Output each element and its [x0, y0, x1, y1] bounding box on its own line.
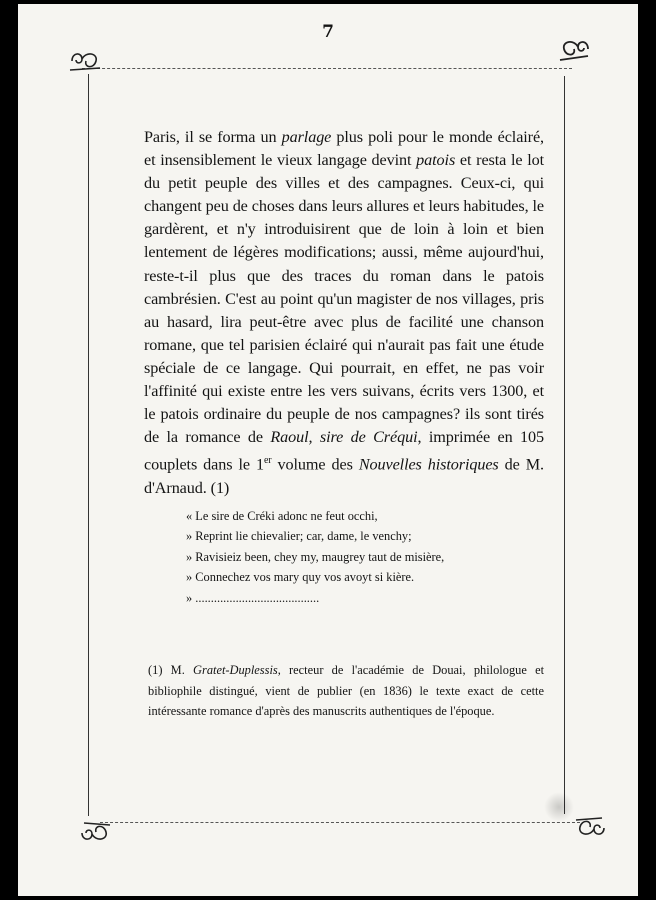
para-italic-book-title: Nouvelles historiques	[358, 455, 499, 474]
footnote-author: Gratet-Duplessis	[193, 663, 278, 677]
top-border-rule	[82, 68, 572, 69]
para-text: Paris, il se forma un	[144, 128, 282, 146]
para-text: plus poli pour le monde éclairé, et insensiblement le vieux langage devint	[144, 128, 545, 170]
para-text: de M. d'Arnaud. (1)	[144, 455, 544, 497]
left-border-rule	[88, 74, 89, 816]
footnote-text: (1) M.	[148, 663, 194, 677]
footnote-text: , recteur de l'académie de Douai, philologue et bibliophile distingué, vient de publier (en 1836) le texte exact de cette intéressante romance d'après des manuscrits authentiques de l'époque.	[148, 663, 545, 718]
verse-line: » Reprint lie chievalier; car, dame, le venchy;	[186, 529, 412, 544]
document-page	[18, 4, 638, 896]
para-superscript: er	[263, 455, 272, 467]
page-number: 7	[322, 22, 334, 42]
verse-line: » Ravisieiz been, chey my, maugrey taut de misière,	[186, 549, 445, 564]
fleuron-top-left-icon	[68, 48, 102, 74]
fleuron-bottom-left-icon	[78, 819, 112, 845]
main-paragraph	[144, 126, 544, 500]
verse-line: » ........................................	[186, 590, 320, 605]
para-text: volume des	[271, 455, 359, 474]
para-italic-parlage: parlage	[281, 128, 332, 146]
para-text: et resta le lot du petit peuple des villes et des campagnes. Ceux-ci, qui changent peu de choses dans leurs allures et leurs habitudes, le gardèrent, et n'y introduisirent que de loin à loin et bien lentement de légères modifications; aussi, même aujourd'hui, reste-t-il plus que des traces du roman dans le patois cambrésien. C'est au point qu'un magister de nos villages, pris au hasard, lira peut-être avec plus de facilité une chanson romane, que tel parisien éclairé qui n'aurait pas fait une étude spéciale de ce langage. Qui pourrait, en effet, ne pas voir l'affinité qui existe entre les vers suivans, écrits vers 1300, et le patois ordinaire du peuple de nos campagnes? ils sont tirés de la romance de	[144, 151, 544, 447]
para-text: , imprimée en 105 couplets dans le 1	[144, 428, 544, 474]
verse-line: « Le sire de Créki adonc ne feut occhi,	[186, 509, 378, 523]
paper-stain	[544, 792, 574, 822]
verse-quotation	[186, 506, 506, 608]
right-border-rule	[564, 76, 565, 814]
footnote	[148, 660, 544, 722]
verse-line: » Connechez vos mary quy vos avoyt si kière.	[186, 570, 415, 585]
fleuron-top-right-icon	[558, 36, 592, 62]
bottom-border-rule	[100, 822, 580, 823]
para-italic-patois: patois	[416, 151, 456, 170]
fleuron-bottom-right-icon	[574, 814, 608, 840]
para-italic-romance-title: Raoul, sire de Créqui	[270, 428, 418, 447]
